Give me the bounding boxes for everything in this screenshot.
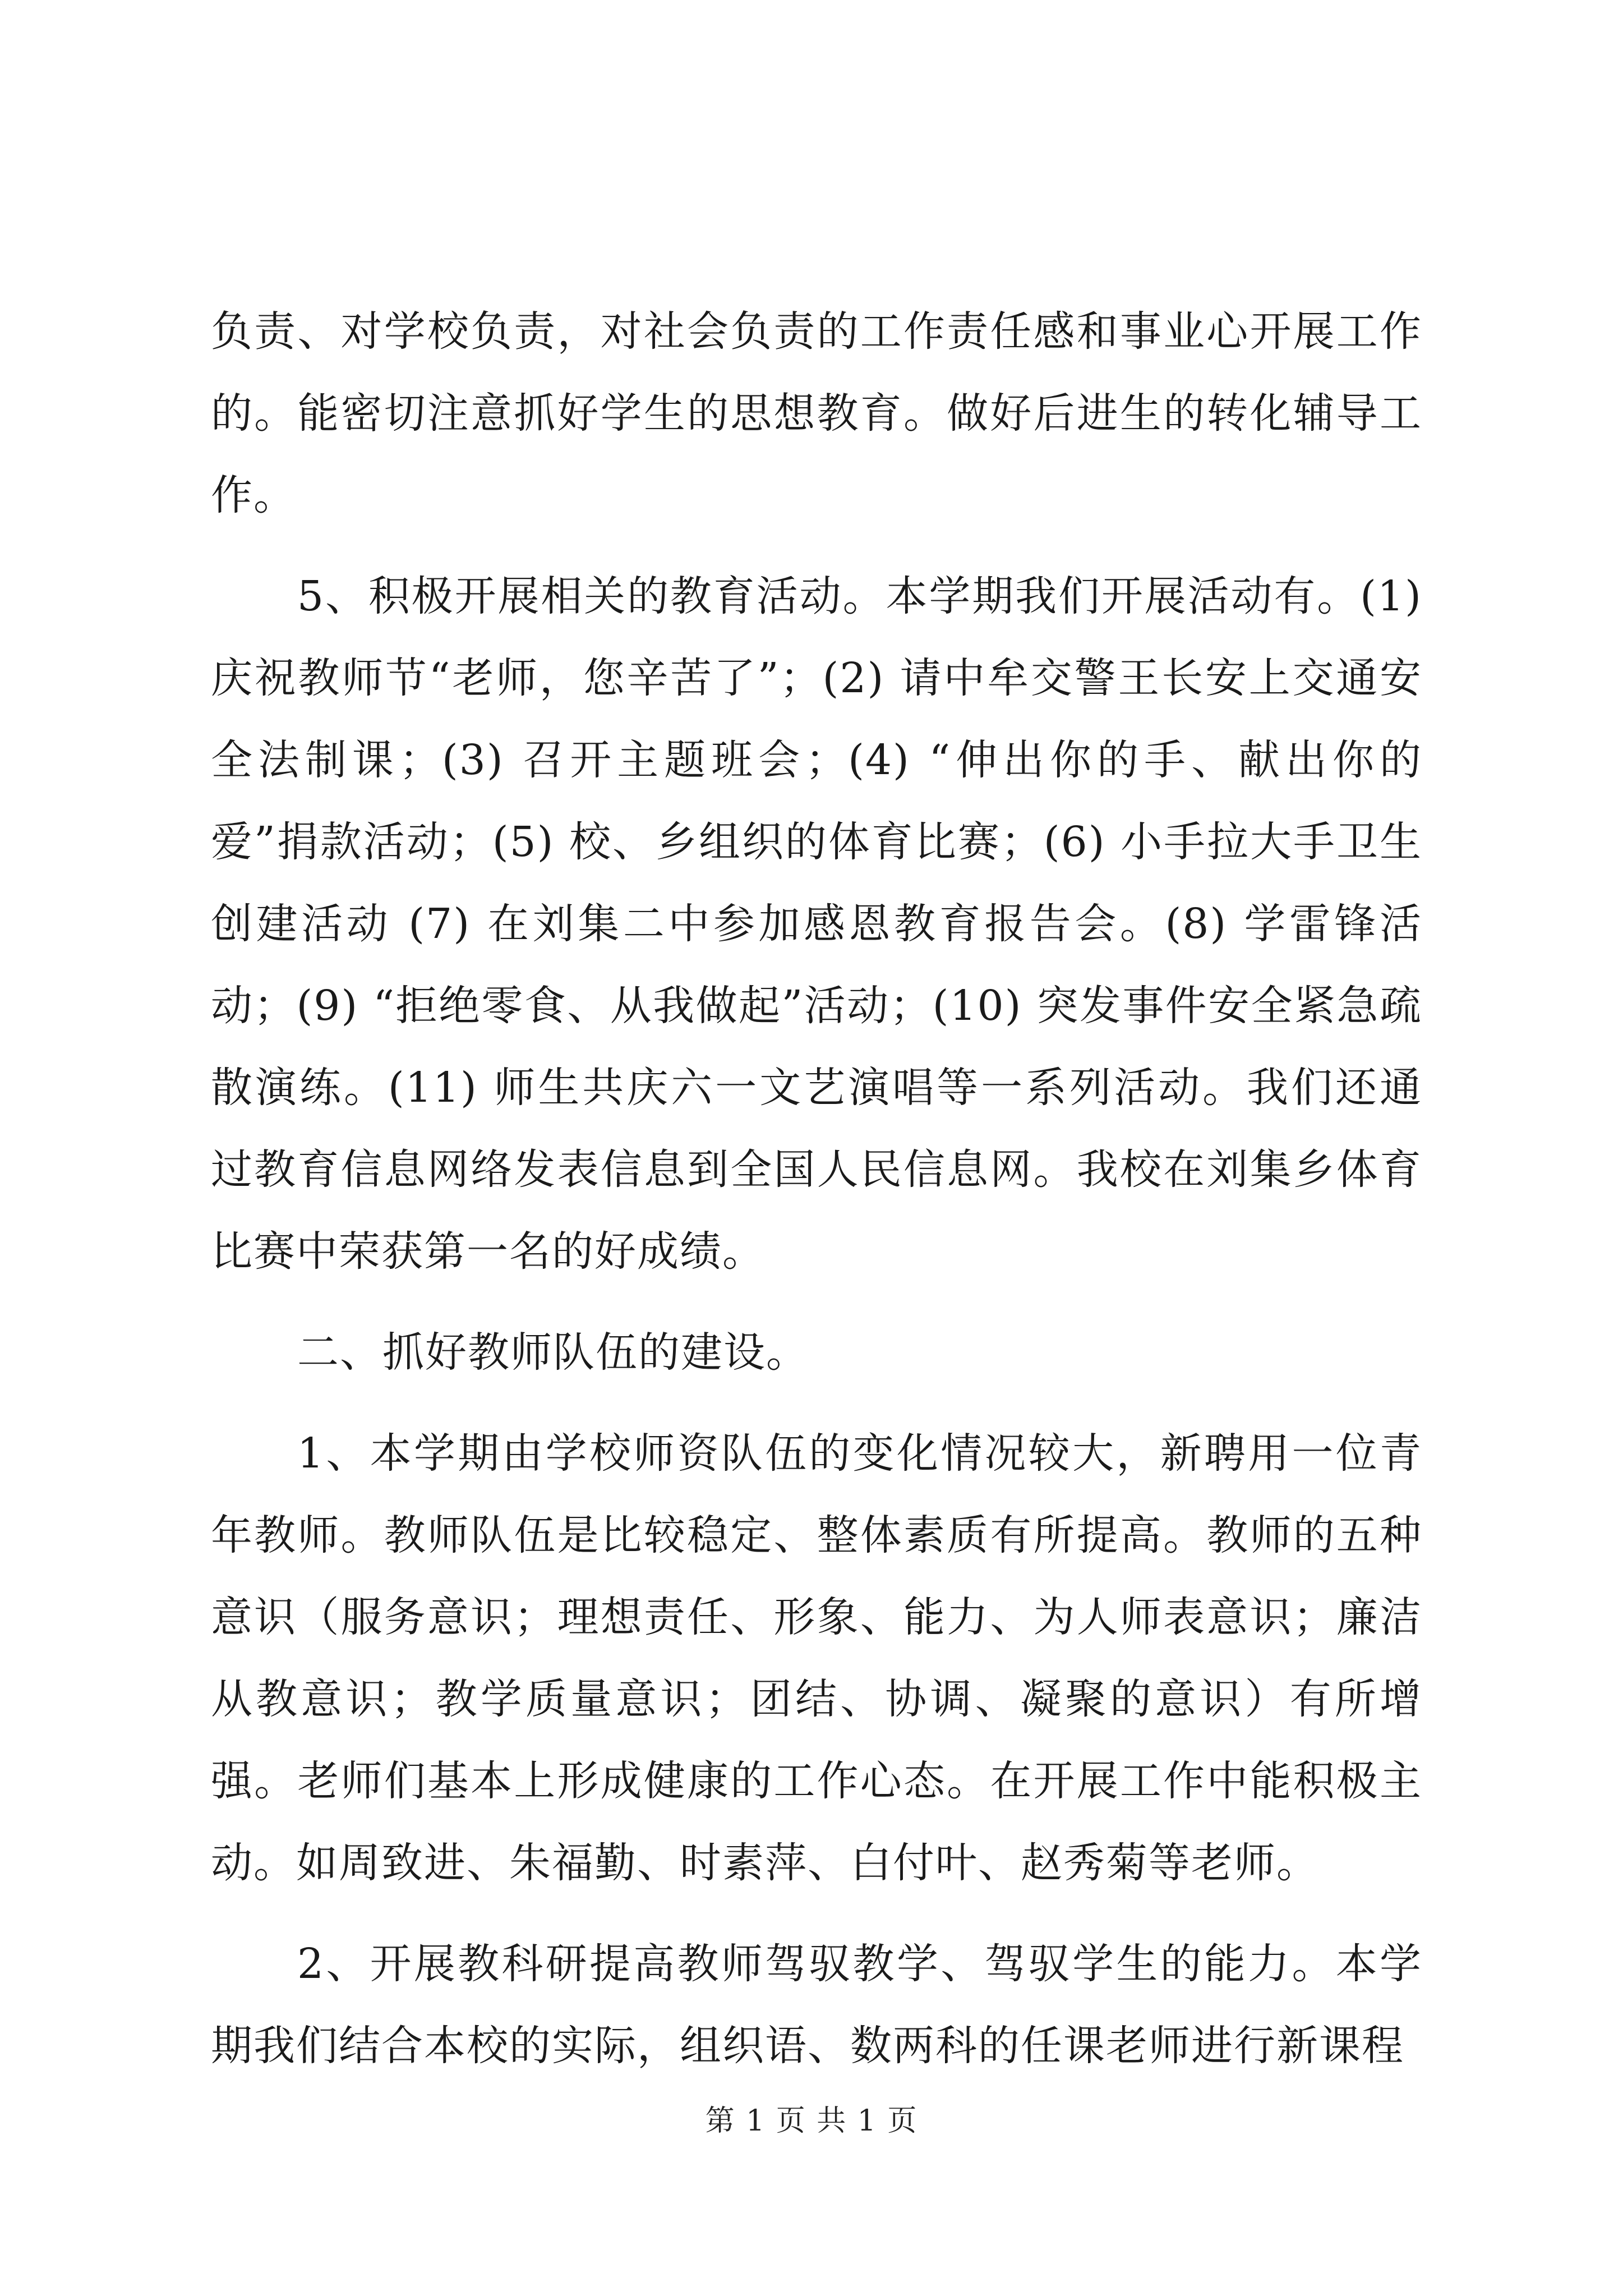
section-heading-2: 二、抓好教师队伍的建设。 bbox=[297, 1328, 809, 1377]
paragraph-1: 负责、对学校负责，对社会负责的工作责任感和事业心开展工作的。能密切注意抓好学生的思想教育。做好后进生的转化辅导工作。 bbox=[211, 307, 1422, 519]
paragraph-2: 5、积极开展相关的教育活动。本学期我们开展活动有。(1) 庆祝教师节“老师，您辛苦了”；(2) 请中牟交警王长安上交通安全法制课；(3) 召开主题班会；(4) “伸出你的手、献出你的爱”捐款活动；(5) 校、乡组织的体育比赛；(6) 小手拉大手卫生创建活动 (7) 在刘集二中参加感恩教育报告会。(8) 学雷锋活动；(9) “拒绝零食、从我做起”活动；(10) 突发事件安全紧急疏散演练。(11) 师生共庆六一文艺演唱等一系列活动。我们还通过教育信息网络发表信息到全国人民信息网。我校在刘集乡体育比赛中荣获第一名的好成绩。 bbox=[211, 572, 1422, 1276]
document-body bbox=[211, 291, 1422, 2106]
paragraph-4: 2、开展教科研提高教师驾驭教学、驾驭学生的能力。本学期我们结合本校的实际，组织语、数两科的任课老师进行新课程 bbox=[211, 1940, 1422, 2070]
page-footer: 第 1 页 共 1 页 bbox=[705, 2104, 918, 2138]
paragraph-3: 1、本学期由学校师资队伍的变化情况较大，新聘用一位青年教师。教师队伍是比较稳定、整体素质有所提高。教师的五种意识（服务意识；理想责任、形象、能力、为人师表意识；廉洁从教意识；教学质量意识；团结、协调、凝聚的意识）有所增强。老师们基本上形成健康的工作心态。在开展工作中能积极主动。如周致进、朱福勤、时素萍、白付叶、赵秀菊等老师。 bbox=[211, 1429, 1422, 1887]
